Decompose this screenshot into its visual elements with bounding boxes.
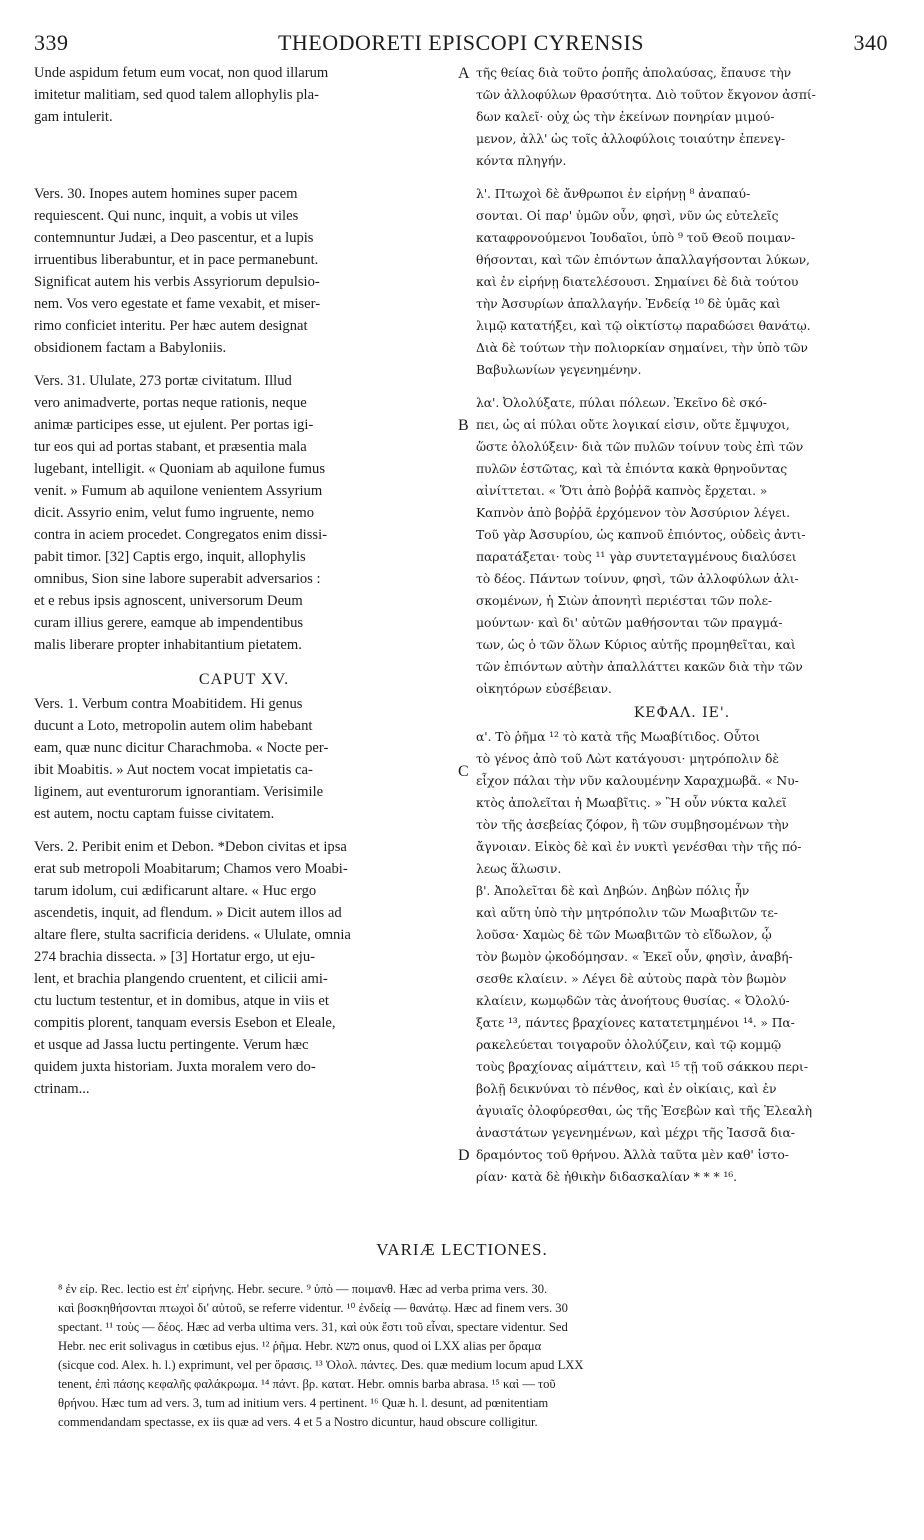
text-line: Καπνὸν ἀπὸ βοῤῥᾶ ἐρχόμενον τὸν Ἀσσύριον λέγει. bbox=[476, 505, 791, 520]
text-line: θρήνου. Hæc tum ad vers. 3, tum ad initium vers. 4 pertinent. ¹⁶ Quæ h. l. desunt, ad pœnitentiam bbox=[58, 1396, 549, 1410]
text-line: βολῇ δεικνύναι τὸ πένθος, καὶ ἐν οἰκίαις, καὶ ἐν bbox=[476, 1081, 777, 1096]
text-line: λ'. Πτωχοὶ δὲ ἄνθρωποι ἐν εἰρήνῃ ⁸ ἀναπαύ- bbox=[476, 186, 751, 201]
kephalaion-heading: ΚΕΦΑΛ. ΙΕ'. bbox=[633, 705, 731, 721]
greek-paragraph bbox=[476, 392, 888, 700]
text-line: quidem juxta historiam. Juxta moralem vero do- bbox=[34, 1059, 316, 1075]
text-line: λα'. Ὀλολύξατε, πύλαι πόλεων. Ἐκεῖνο δὲ σκό- bbox=[476, 395, 767, 410]
text-line: εἶχον πάλαι τὴν νῦν καλουμένην Χαραχμωβᾶ. « Νυ- bbox=[476, 773, 799, 788]
text-line: α'. Τὸ ῥῆμα ¹² τὸ κατὰ τῆς Μωαβίτιδος. Οὗτοι bbox=[476, 729, 761, 744]
text-line: ascendetis, inquit, ad flendum. » Dicit autem illos ad bbox=[34, 905, 342, 921]
text-line: κόντα πληγήν. bbox=[476, 153, 567, 168]
text-line: rimo conficiet interitu. Per hæc autem designat bbox=[34, 318, 308, 334]
text-line: παρατάξεται· τοὺς ¹¹ γὰρ συντεταγμένους διαλύσει bbox=[476, 549, 797, 564]
latin-paragraph bbox=[34, 693, 454, 825]
text-line: Unde aspidum fetum eum vocat, non quod illarum bbox=[34, 65, 329, 81]
running-title: THEODORETI EPISCOPI CYRENSIS bbox=[277, 30, 645, 55]
text-line: ρακελεύεται τοιγαροῦν ὀλολύζειν, καὶ τῷ κομμῷ bbox=[476, 1037, 782, 1052]
text-line: δων καλεῖ· οὐχ ὡς τὴν ἐκείνων πονηρίαν μιμού- bbox=[476, 109, 775, 124]
text-line: pabit timor. [32] Captis ergo, inquit, allophylis bbox=[34, 549, 306, 565]
latin-column bbox=[34, 62, 454, 1100]
margin-letter-c: C bbox=[458, 763, 469, 780]
text-line: dicit. Assyrio enim, velut fumo ingruente, nemo bbox=[34, 505, 315, 521]
text-line: τῆς θείας διὰ τοῦτο ῥοπῆς ἀπολαύσας, ἔπαυσε τὴν bbox=[476, 65, 792, 80]
greek-paragraph bbox=[476, 183, 888, 381]
latin-paragraph bbox=[34, 370, 454, 656]
text-line: σκομένων, ἡ Σιὼν ἀπονητὶ περιέσται τῶν πολε- bbox=[476, 593, 773, 608]
text-line: irruentibus liberabuntur, et in pace permanebunt. bbox=[34, 252, 319, 268]
greek-paragraph bbox=[476, 880, 888, 1188]
text-line: των, ὡς ὁ τῶν ὅλων Κύριος αὐτῆς προμηθεῖται, καὶ bbox=[476, 637, 796, 652]
text-line: altare flere, stulta sacrificia deridens. « Ululate, omnia bbox=[34, 927, 351, 943]
text-line: ἀναστάτων γεγενημένων, καὶ μέχρι τῆς Ἰασσᾶ δια- bbox=[476, 1125, 795, 1140]
text-line: τὸν βωμὸν ᾠκοδόμησαν. « Ἐκεῖ οὖν, φησὶν, ἀναβή- bbox=[476, 949, 793, 964]
text-line: tarum idolum, cui ædificarunt altare. « Huc ergo bbox=[34, 883, 317, 899]
text-line: καταφρονούμενοι Ἰουδαῖοι, ὑπὸ ⁹ τοῦ Θεοῦ ποιμαν- bbox=[476, 230, 795, 245]
page-header bbox=[34, 20, 888, 56]
text-line: ducunt a Loto, metropolin autem olim habebant bbox=[34, 718, 313, 734]
text-line: Τοῦ γὰρ Ἀσσυρίου, ὡς καπνοῦ ἐπιόντος, οὐδεὶς ἀντι- bbox=[476, 527, 806, 542]
text-line: κτὸς ἀπολεῖται ἡ Μωαβῖτις. » Ἢ οὖν νύκτα καλεῖ bbox=[476, 795, 787, 810]
text-line: οἰκητόρων εὐσέβειαν. bbox=[476, 681, 612, 696]
text-line: καὶ βοσκηθήσονται πτωχοὶ δι' αὐτοῦ, se referre videntur. ¹⁰ ἐνδείᾳ — θανάτῳ. Hæc ad finem vers. 30 bbox=[58, 1301, 568, 1315]
text-line: Vers. 2. Peribit enim et Debon. *Debon civitas et ipsa bbox=[34, 839, 347, 855]
text-line: Hebr. nec erit solivagus in cœtibus ejus. ¹² ῥῆμα. Hebr. משא onus, quod οἱ LXX alias per ὅραμα bbox=[58, 1339, 542, 1353]
text-line: Βαβυλωνίων γεγενημένην. bbox=[476, 362, 642, 377]
text-line: θήσονται, καὶ τῶν ἐπιόντων ἀπαλλαγήσονται λύκων, bbox=[476, 252, 810, 267]
text-line: contra in aciem procedet. Congregatos enim dissi- bbox=[34, 527, 328, 543]
text-line: ξατε ¹³, πάντες βραχίονες κατατετμημένοι ¹⁴. » Πα- bbox=[476, 1015, 795, 1030]
greek-column bbox=[476, 62, 888, 1188]
text-line: gam intulerit. bbox=[34, 109, 113, 125]
text-line: τοὺς βραχίονας αἱμάττειν, καὶ ¹⁵ τῇ τοῦ σάκκου περι- bbox=[476, 1059, 808, 1074]
text-line: λεως ἅλωσιν. bbox=[476, 861, 562, 876]
text-line: λιμῷ κατατήξει, καὶ τῷ οἰκτίστῳ παραδώσει θανάτῳ. bbox=[476, 318, 811, 333]
text-line: nem. Vos vero egestate et fame vexabit, et miser- bbox=[34, 296, 321, 312]
text-line: σονται. Οἱ παρ' ὑμῶν οὖν, φησὶ, νῦν ὡς εὐτελεῖς bbox=[476, 208, 779, 223]
text-line: ibit Moabitis. » Aut noctem vocat impietatis ca- bbox=[34, 762, 313, 778]
variae-lectiones-notes bbox=[58, 1280, 884, 1432]
text-line: commendandam spectasse, ex iis quæ ad vers. 4 et 5 a Nostro dicuntur, haud obscure colligitur. bbox=[58, 1415, 538, 1429]
text-line: Διὰ δὲ τούτων τὴν πολιορκίαν σημαίνει, τὴν ὑπὸ τῶν bbox=[476, 340, 808, 355]
text-line: ἀγυιαῖς ὀλοφύρεσθαι, ὡς τῆς Ἐσεβὼν καὶ τῆς Ἐλεαλὴ bbox=[476, 1103, 812, 1118]
text-line: vero animadverte, portas neque rationis, neque bbox=[34, 395, 307, 411]
text-line: ⁸ ἐν εἰρ. Rec. lectio est ἐπ' εἰρήνης. Hebr. secure. ⁹ ὑπὸ — ποιμανθ. Hæc ad verba prima vers. 30. bbox=[58, 1282, 548, 1296]
text-line: contemnuntur Judæi, a Deo pascentur, et a lupis bbox=[34, 230, 314, 246]
page-number-right: 340 bbox=[853, 30, 888, 55]
text-line: venit. » Fumum ab aquilone venientem Assyrium bbox=[34, 483, 323, 499]
caput-heading: CAPUT XV. bbox=[198, 671, 290, 688]
text-line: Vers. 30. Inopes autem homines super pacem bbox=[34, 186, 298, 202]
text-line: πει, ὡς αἱ πύλαι οὔτε λογικαί εἰσιν, οὔτε ἔμψυχοι, bbox=[476, 417, 790, 432]
text-line: αἰνίττεται. « Ὅτι ἀπὸ βοῤῥᾶ καπνὸς ἔρχεται. » bbox=[476, 483, 768, 498]
latin-paragraph bbox=[34, 836, 454, 1100]
text-line: malis liberare propter inhabitantium pietatem. bbox=[34, 637, 302, 653]
text-line: imitetur malitiam, sed quod talem allophylis pla- bbox=[34, 87, 319, 103]
text-line: τὸ γένος ἀπὸ τοῦ Λὼτ κατάγουσι· μητρόπολιν δὲ bbox=[476, 751, 779, 766]
text-line: Significat autem his verbis Assyriorum depulsio- bbox=[34, 274, 320, 290]
text-line: curam illius gerere, eamque ab impendentibus bbox=[34, 615, 304, 631]
text-line: lugebant, intelligit. « Quoniam ab aquilone fumus bbox=[34, 461, 326, 477]
text-line: eam, quæ nunc dicitur Charachmoba. « Nocte per- bbox=[34, 740, 329, 756]
text-line: μούντων· καὶ δι' αὐτῶν μαθήσονται τῶν πραγμά- bbox=[476, 615, 783, 630]
text-line: lent, et brachia plangendo cruentent, et cilicii ami- bbox=[34, 971, 328, 987]
text-line: requiescent. Qui nunc, inquit, a vobis ut viles bbox=[34, 208, 299, 224]
text-line: 274 brachia dissecta. » [3] Hortatur ergo, ut eju- bbox=[34, 949, 315, 965]
text-line: Vers. 31. Ululate, 273 portæ civitatum. Illud bbox=[34, 373, 292, 389]
text-line: λοῦσα· Χαμὼς δὲ τῶν Μωαβιτῶν τὸ εἴδωλον, ᾧ bbox=[476, 927, 772, 942]
greek-paragraph bbox=[476, 62, 888, 172]
text-line: δραμόντος τοῦ θρήνου. Ἀλλὰ ταῦτα μὲν καθ' ἱστο- bbox=[476, 1147, 789, 1162]
margin-letter-d: D bbox=[458, 1147, 470, 1164]
text-line: ὥστε ὀλολύξειν· διὰ τῶν πυλῶν τοίνυν τοὺς ἐπὶ τῶν bbox=[476, 439, 804, 454]
latin-paragraph bbox=[34, 62, 454, 128]
latin-paragraph bbox=[34, 183, 454, 359]
text-line: κλαίειν, κωμῳδῶν τὰς ἀνοήτους θυσίας. « Ὀλολύ- bbox=[476, 993, 790, 1008]
text-line: τὸ δέος. Πάντων τοίνυν, φησὶ, τῶν ἀλλοφύλων ἁλι- bbox=[476, 571, 799, 586]
page-number-left: 339 bbox=[34, 30, 69, 55]
text-line: β'. Ἀπολεῖται δὲ καὶ Δηβών. Δηβὼν πόλις ἦν bbox=[476, 883, 750, 898]
margin-letter-a: A bbox=[458, 65, 470, 82]
text-line: καὶ αὕτη ὑπὸ τὴν μητρόπολιν τῶν Μωαβιτῶν τε- bbox=[476, 905, 778, 920]
text-line: τῶν ἐπιόντων αὐτὴν ἀπαλλάττει κακῶν διὰ τὴν τῶν bbox=[476, 659, 803, 674]
text-line: liginem, aut eventurorum ignorantiam. Verisimile bbox=[34, 784, 324, 800]
text-line: σεσθε κλαίειν. » Λέγει δὲ αὐτοὺς παρὰ τὸν βωμὸν bbox=[476, 971, 787, 986]
text-line: ἄγνοιαν. Εἰκὸς δὲ καὶ ἐν νυκτὶ γενέσθαι τὴν τῆς πό- bbox=[476, 839, 802, 854]
text-line: ctrinam... bbox=[34, 1081, 90, 1097]
text-line: τῶν ἀλλοφύλων θρασύτητα. Διὸ τοῦτον ἔκγονον ἀσπί- bbox=[476, 87, 816, 102]
text-line: tenent, ἐπὶ πάσης κεφαλῆς φαλάκρωμα. ¹⁴ πάντ. βρ. κατατ. Hebr. omnis barba abrasa. ¹⁵ καὶ — τοῦ bbox=[58, 1377, 556, 1391]
text-line: ρίαν· κατὰ δὲ ἠθικὴν διδασκαλίαν * * * ¹⁶. bbox=[476, 1169, 737, 1184]
margin-letter-b: B bbox=[458, 417, 469, 434]
text-line: πυλῶν ἑστῶτας, καὶ τὰ ἐπιόντα κακὰ θρηνοῦντας bbox=[476, 461, 788, 476]
variae-lectiones-title: VARIÆ LECTIONES. bbox=[376, 1240, 548, 1259]
text-line: erat sub metropoli Moabitarum; Chamos vero Moabi- bbox=[34, 861, 348, 877]
text-line: tur eos qui ad portas stabant, et præsentia mala bbox=[34, 439, 307, 455]
text-line: compitis plorent, tanquam eversis Esebon et Eleale, bbox=[34, 1015, 336, 1031]
text-line: spectant. ¹¹ τοὺς — δέος. Hæc ad verba ultima vers. 31, καὶ οὐκ ἔστι τοῦ εἶναι, spectare videntur. Sed bbox=[58, 1320, 568, 1334]
text-line: et usque ad Jassa luctu pertingente. Verum hæc bbox=[34, 1037, 309, 1053]
text-line: καὶ ἐν εἰρήνῃ διατελέσουσι. Σημαίνει δὲ διὰ τούτου bbox=[476, 274, 799, 289]
text-line: animæ participes esse, ut ejulent. Per portas igi- bbox=[34, 417, 314, 433]
text-line: τὴν Ἀσσυρίων ἀπαλλαγήν. Ἐνδείᾳ ¹⁰ δὲ ὑμᾶς καὶ bbox=[476, 296, 781, 311]
text-line: (sicque cod. Alex. h. l.) exprimunt, vel per ὅρασις. ¹³ Ὀλολ. πάντες. Des. quæ medium locum apud LXX bbox=[58, 1358, 584, 1372]
text-line: τὸν τῆς ἀσεβείας ζόφον, ἢ τῶν συμβησομένων τὴν bbox=[476, 817, 789, 832]
text-line: ctu luctum testentur, et in domibus, atque in viis et bbox=[34, 993, 329, 1009]
text-line: est autem, noctu captam fuisse civitatem. bbox=[34, 806, 275, 822]
text-line: μενον, ἀλλ' ὡς τοῖς ἀλλοφύλοις τοιαύτην ἐπενεγ- bbox=[476, 131, 785, 146]
text-line: obsidionem factam a Babyloniis. bbox=[34, 340, 227, 356]
greek-paragraph bbox=[476, 726, 888, 880]
text-line: et e rebus ipsis agnoscent, universorum Deum bbox=[34, 593, 303, 609]
text-line: Vers. 1. Verbum contra Moabitidem. Hi genus bbox=[34, 696, 303, 712]
text-line: omnibus, Sion sine labore superabit adversarios : bbox=[34, 571, 321, 587]
